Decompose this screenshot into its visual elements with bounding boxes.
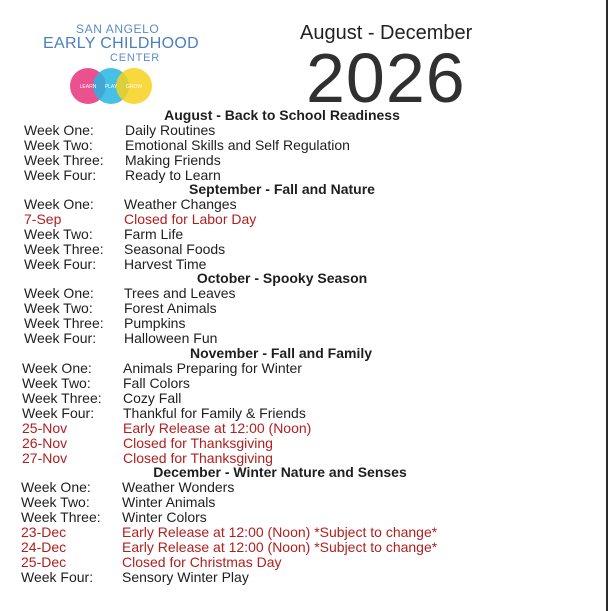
week-label: Week Two: <box>24 299 93 316</box>
date-label: 23-Dec <box>21 523 67 540</box>
week-label: Week One: <box>24 121 94 138</box>
weekly-theme: Animals Preparing for Winter <box>123 359 302 376</box>
weekly-theme: Sensory Winter Play <box>122 568 249 585</box>
logo-word-grow: GROW <box>125 84 143 90</box>
weekly-theme: Making Friends <box>125 151 221 168</box>
date-label: 26-Nov <box>22 434 68 451</box>
week-label: Week Four: <box>24 329 97 346</box>
period-title: August - December <box>300 22 473 44</box>
month-heading: September - Fall and Nature <box>189 181 375 197</box>
date-label: 24-Dec <box>21 538 67 555</box>
closure-notice: Closed for Thanksgiving <box>123 449 273 466</box>
center-logo <box>40 22 199 107</box>
week-label: Week Two: <box>21 493 90 510</box>
week-label: Week Three: <box>24 240 104 257</box>
weekly-theme: Weather Changes <box>124 195 237 212</box>
weekly-theme: Ready to Learn <box>125 166 221 183</box>
weekly-theme: Forest Animals <box>124 299 217 316</box>
month-heading: October - Spooky Season <box>196 270 368 286</box>
weekly-theme: Harvest Time <box>124 255 207 272</box>
weekly-theme: Winter Animals <box>122 493 216 510</box>
week-label: Week Two: <box>22 374 91 391</box>
logo-line-2: EARLY CHILDHOOD <box>43 35 199 52</box>
week-label: Week Three: <box>21 508 101 525</box>
weekly-theme: Cozy Fall <box>123 389 182 406</box>
year-title: 2026 <box>306 39 466 117</box>
week-label: Week Three: <box>24 151 104 168</box>
week-label: Week Two: <box>24 225 93 242</box>
weekly-theme: Emotional Skills and Self Regulation <box>125 136 350 153</box>
logo-line-3: CENTER <box>110 52 161 64</box>
week-label: Week Four: <box>22 404 95 421</box>
date-label: 25-Dec <box>21 553 67 570</box>
week-label: Week One: <box>24 195 94 212</box>
month-heading: August - Back to School Readiness <box>164 107 400 123</box>
weekly-theme: Weather Wonders <box>122 478 235 495</box>
closure-notice: Early Release at 12:00 (Noon) *Subject to change* <box>122 523 438 540</box>
closure-notice: Early Release at 12:00 (Noon) <box>123 419 312 436</box>
logo-word-play: PLAY <box>104 84 118 90</box>
weekly-theme: Fall Colors <box>123 374 190 391</box>
closure-notice: Closed for Christmas Day <box>122 553 282 570</box>
week-label: Week Four: <box>24 255 97 272</box>
closure-notice: Closed for Thanksgiving <box>123 434 273 451</box>
week-label: Week One: <box>24 284 94 301</box>
week-label: Week Three: <box>22 389 102 406</box>
weekly-theme: Halloween Fun <box>124 329 218 346</box>
date-label: 27-Nov <box>22 449 68 466</box>
weekly-theme: Daily Routines <box>125 121 216 138</box>
weekly-theme: Pumpkins <box>124 314 186 331</box>
logo-line-1: SAN ANGELO <box>76 22 160 36</box>
week-label: Week Two: <box>24 136 93 153</box>
weekly-theme: Winter Colors <box>122 508 207 525</box>
week-label: Week Three: <box>24 314 104 331</box>
weekly-theme: Seasonal Foods <box>124 240 226 257</box>
week-label: Week Four: <box>24 166 97 183</box>
logo-word-learn: LEARN <box>79 84 97 90</box>
month-heading: December - Winter Nature and Senses <box>153 464 407 480</box>
week-label: Week One: <box>21 478 91 495</box>
logo-circles-icon <box>66 66 156 106</box>
week-label: Week One: <box>22 359 92 376</box>
date-label: 25-Nov <box>22 419 68 436</box>
month-heading: November - Fall and Family <box>189 345 373 361</box>
week-label: Week Four: <box>21 568 94 585</box>
closure-notice: Closed for Labor Day <box>124 210 257 227</box>
date-label: 7-Sep <box>24 210 62 227</box>
weekly-theme: Thankful for Family & Friends <box>123 404 306 421</box>
weekly-theme: Trees and Leaves <box>124 284 236 301</box>
closure-notice: Early Release at 12:00 (Noon) *Subject to change* <box>122 538 438 555</box>
weekly-theme: Farm Life <box>124 225 184 242</box>
